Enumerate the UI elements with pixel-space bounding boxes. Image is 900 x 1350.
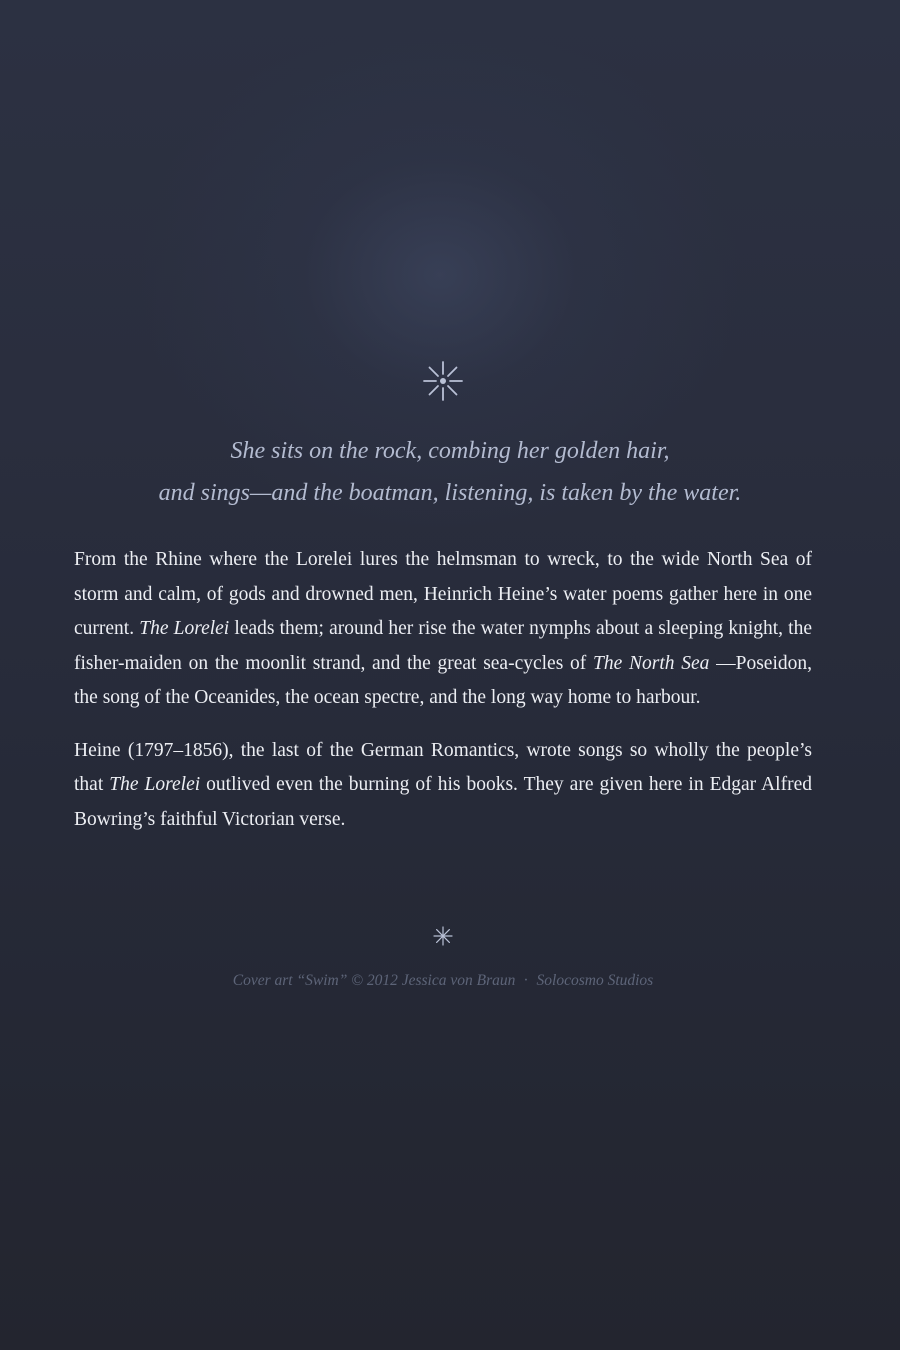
- epigraph-line-2: and sings—and the boatman, listening, is taken by the water.: [158, 480, 742, 506]
- blurb-text: leads them; around her rise the water nymphs about a sleeping knight, the fisher-maiden on the moonlit strand, and the great sea-cycles of: [74, 618, 813, 674]
- blurb-paragraph-1: [74, 543, 812, 716]
- asterisk-flourish-icon: [420, 358, 466, 404]
- credit-separator: ·: [523, 972, 529, 989]
- work-title: The Lorelei: [139, 618, 230, 639]
- blurb: [74, 543, 812, 855]
- work-title: The North Sea: [593, 652, 710, 674]
- credit-studio: Solocosmo Studios: [536, 972, 654, 989]
- epigraph-line-1: She sits on the rock, combing her golden hair,: [230, 438, 670, 464]
- blurb-text: From the Rhine where the Lorelei lures the helmsman to wreck, to the wide North Sea of storm and calm, of gods and drowned men, Heinrich Heine’s water poems gather here in one current.: [74, 549, 812, 639]
- blurb-text: Heine (1797–1856), the last of the German Romantics, wrote songs so wholly the people’s that: [74, 739, 812, 795]
- blurb-text: —Poseidon, the song of the Oceanides, the ocean spectre, and the long way home to harbour.: [74, 652, 812, 708]
- work-title: The Lorelei: [109, 774, 201, 795]
- asterisk-small-icon: [431, 924, 455, 948]
- cover-art-credit: [0, 972, 886, 990]
- blurb-paragraph-2: [74, 734, 812, 838]
- epigraph: [60, 430, 840, 514]
- credit-art: Cover art “Swim” © 2012 Jessica von Braun: [232, 972, 516, 989]
- blurb-text: outlived even the burning of his books. They are given here in Edgar Alfred Bowring’s faithful Victorian verse.: [74, 774, 812, 830]
